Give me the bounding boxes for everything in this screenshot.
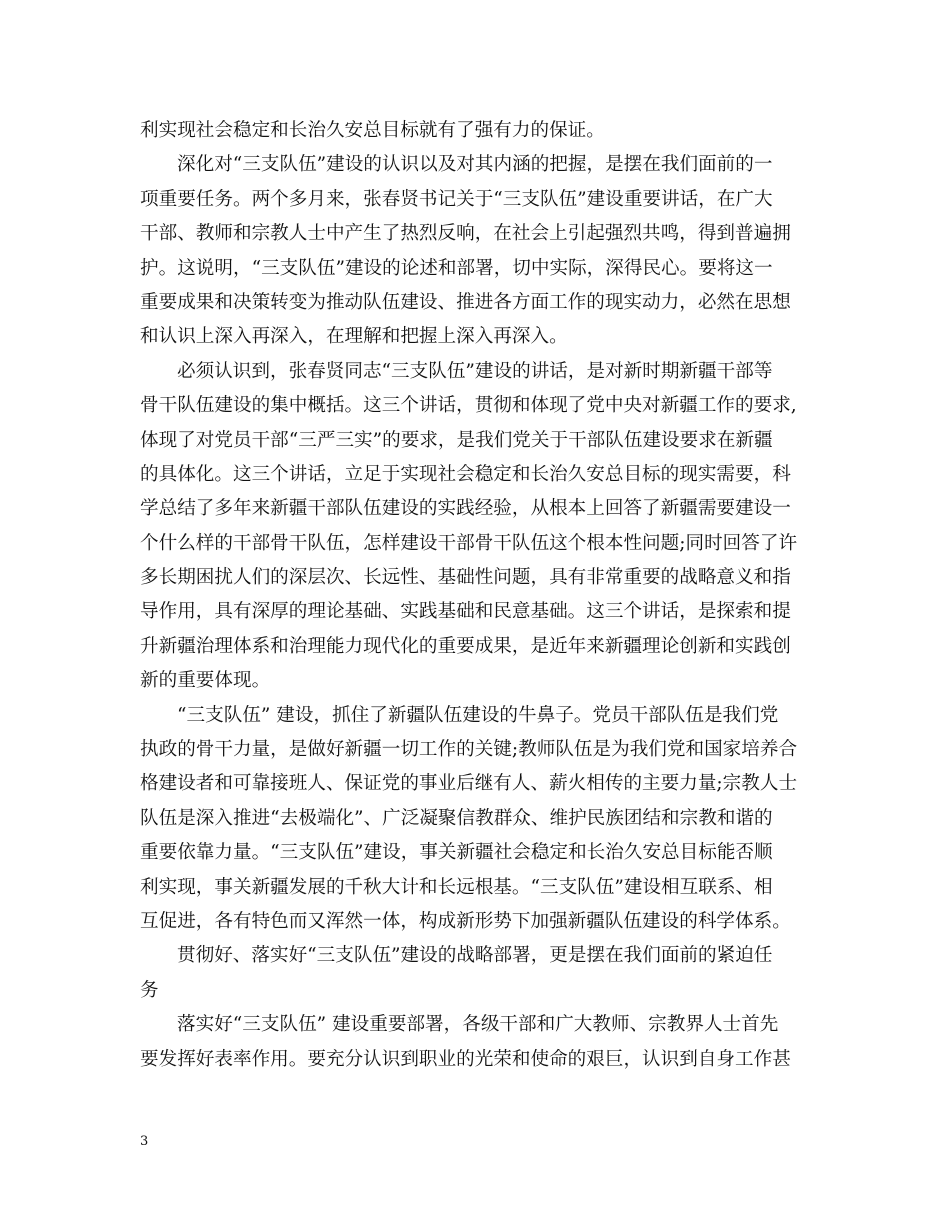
text-line: 干部、教师和宗教人士中产生了热烈反响，在社会上引起强烈共鸣，得到普遍拥: [140, 223, 791, 245]
text-line: 利实现，事关新疆发展的千秋大计和长远根基。“三支队伍”建设相互联系、相: [140, 876, 773, 898]
text-line: 重要成果和决策转变为推动队伍建设、推进各方面工作的现实动力，必然在思想: [140, 291, 791, 313]
text-line: 重要依靠力量。“三支队伍”建设，事关新疆社会稳定和长治久安总目标能否顺: [140, 842, 773, 864]
text-line: 深化对“三支队伍”建设的认识以及对其内涵的把握，是摆在我们面前的一: [177, 154, 773, 176]
text-line: 贯彻好、落实好“三支队伍”建设的战略部署，更是摆在我们面前的紧迫任: [177, 945, 773, 967]
text-line: 导作用，具有深厚的理论基础、实践基础和民意基础。这三个讲话，是探索和提: [140, 601, 791, 623]
text-line: 的具体化。这三个讲话，立足于实现社会稳定和长治久安总目标的现实需要，科: [140, 463, 791, 485]
body-text: [140, 114, 820, 1077]
text-line: 护。这说明，“三支队伍”建设的论述和部署，切中实际，深得民心。要将这一: [140, 257, 773, 279]
text-line: 落实好“三支队伍” 建设重要部署，各级干部和广大教师、宗教界人士首先: [177, 1014, 779, 1036]
text-line: 新的重要体现。: [140, 670, 271, 692]
text-line: 升新疆治理体系和治理能力现代化的重要成果，是近年来新疆理论创新和实践创: [140, 635, 791, 657]
text-line: 学总结了多年来新疆干部队伍建设的实践经验，从根本上回答了新疆需要建设一: [140, 498, 791, 520]
page-number: 3: [140, 1134, 149, 1149]
text-line: 要发挥好表率作用。要充分认识到职业的光荣和使命的艰巨，认识到自身工作甚: [140, 1048, 791, 1070]
text-line: 必须认识到，张春贤同志“三支队伍”建设的讲话，是对新时期新疆干部等: [177, 360, 773, 382]
text-line: 体现了对党员干部“三严三实”的要求，是我们党关于干部队伍建设要求在新疆: [140, 429, 773, 451]
text-line: 多长期困扰人们的深层次、长远性、基础性问题，具有非常重要的战略意义和指: [140, 567, 791, 589]
text-line: 利实现社会稳定和长治久安总目标就有了强有力的保证。: [140, 120, 605, 141]
text-line: 个什么样的干部骨干队伍，怎样建设干部骨干队伍这个根本性问题;同时回答了许: [140, 532, 798, 554]
text-line: 项重要任务。两个多月来，张春贤书记关于“三支队伍”建设重要讲话，在广大: [140, 188, 773, 210]
text-line: 执政的骨干力量，是做好新疆一切工作的关键;教师队伍是为我们党和国家培养合: [140, 739, 798, 761]
text-line: 和认识上深入再深入，在理解和把握上深入再深入。: [140, 326, 568, 348]
text-line: 互促进，各有特色而又浑然一体，构成新形势下加强新疆队伍建设的科学体系。: [140, 910, 791, 932]
text-line: 队伍是深入推进“去极端化”、广泛凝聚信教群众、维护民族团结和宗教和谐的: [140, 807, 773, 829]
text-line: 格建设者和可靠接班人、保证党的事业后继有人、薪火相传的主要力量;宗教人士: [140, 773, 798, 795]
text-line: 骨干队伍建设的集中概括。这三个讲话，贯彻和体现了党中央对新疆工作的要求,: [140, 395, 797, 417]
text-line: “三支队伍” 建设，抓住了新疆队伍建设的牛鼻子。党员干部队伍是我们党: [177, 704, 779, 726]
text-line: 务: [140, 979, 159, 1001]
